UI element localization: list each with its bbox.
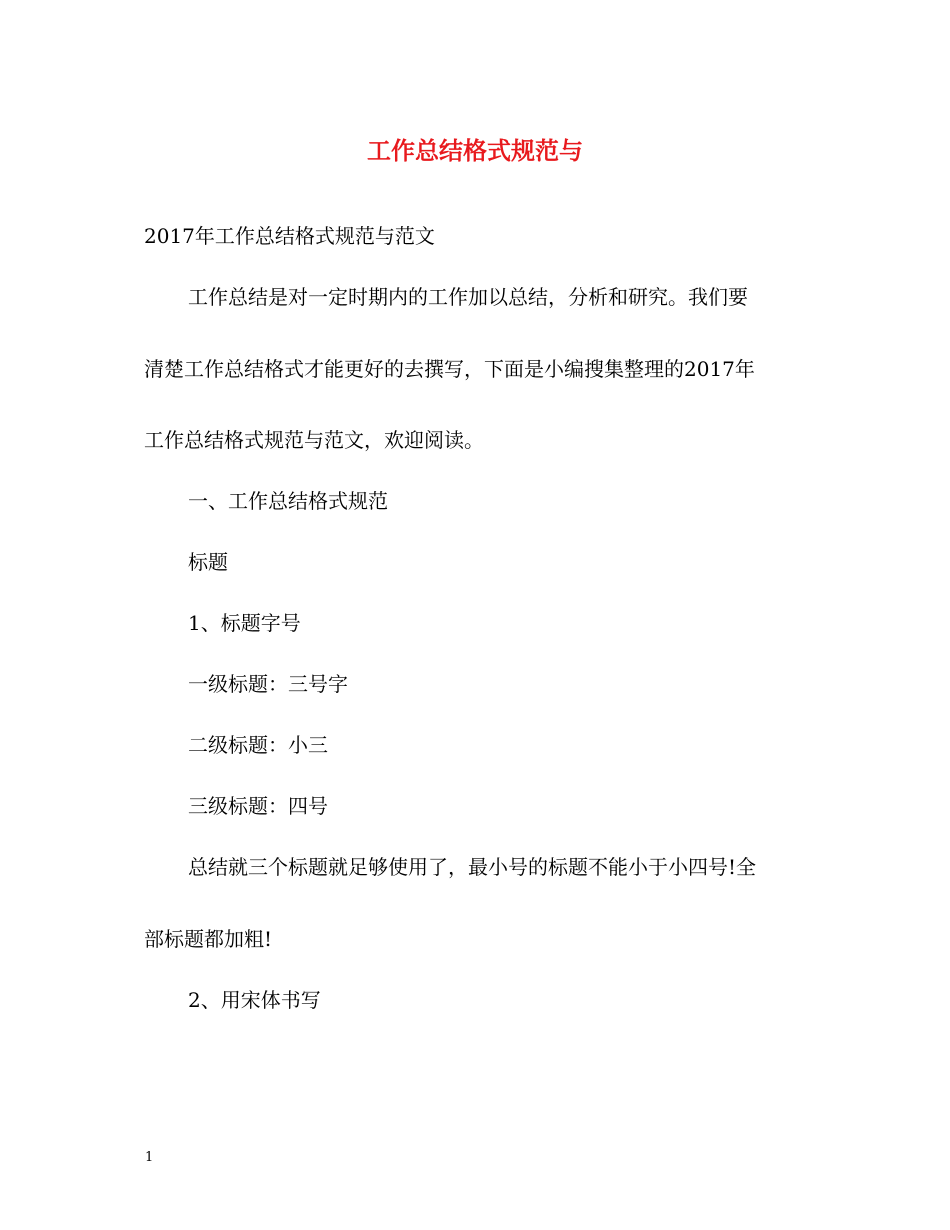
document-subtitle: 2017年工作总结格式规范与范文 [144,224,435,248]
paragraph-intro-line-2: 清楚工作总结格式才能更好的去撰写，下面是小编搜集整理的2017年 [144,357,755,381]
paragraph-note-line-2: 部标题都加粗! [144,927,273,951]
heading-label: 标题 [188,550,228,574]
list-item-level-1: 一级标题：三号字 [188,672,348,696]
list-item-heading-size: 1、标题字号 [188,611,301,635]
paragraph-intro-line-3: 工作总结格式规范与范文，欢迎阅读。 [144,428,484,452]
page-number: 1 [145,1150,154,1165]
paragraph-intro-line-1: 工作总结是对一定时期内的工作加以总结，分析和研究。我们要 [188,285,748,309]
document-title: 工作总结格式规范与 [367,136,583,165]
list-item-level-2: 二级标题：小三 [188,733,328,757]
section-heading-1: 一、工作总结格式规范 [188,489,388,513]
paragraph-note-line-1: 总结就三个标题就足够使用了，最小号的标题不能小于小四号!全 [188,855,757,879]
list-item-level-3: 三级标题：四号 [188,794,328,818]
list-item-font: 2、用宋体书写 [188,988,321,1012]
